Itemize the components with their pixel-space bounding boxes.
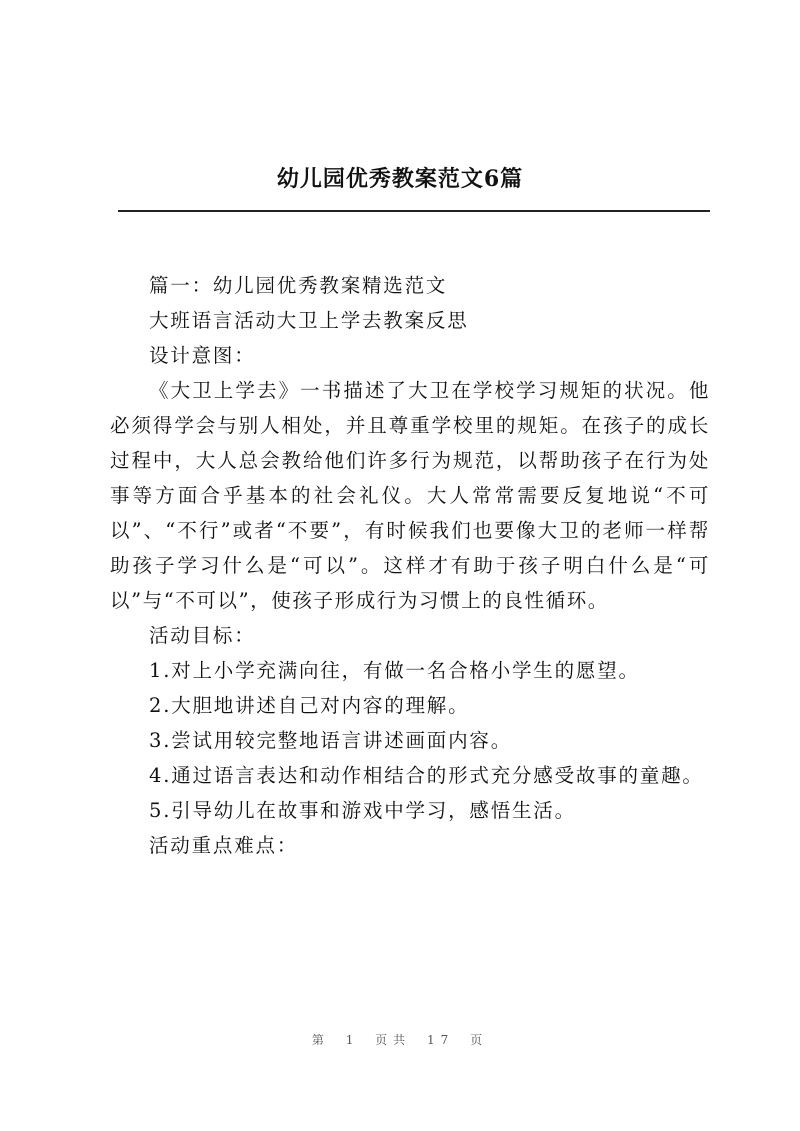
key-points-label: 活动重点难点： — [149, 834, 299, 857]
footer-middle: 页共 — [375, 1033, 412, 1047]
lesson-title: 大班语言活动大卫上学去教案反思 — [149, 309, 469, 332]
goal-item-3: 3.尝试用较完整地语言讲述画面内容。 — [149, 729, 513, 752]
page-footer — [0, 1031, 800, 1048]
section-heading: 篇一：幼儿园优秀教案精选范文 — [149, 274, 448, 297]
design-paragraph: 《大卫上学去》一书描述了大卫在学校学习规矩的状况。他必须得学会与别人相处，并且尊重学校里的规矩。在孩子的成长过程中，大人总会教给他们许多行为规范，以帮助孩子在行为处事等方面合乎基本的社会礼仪。大人常常需要反复地说“不可以”、“不行”或者“不要”，有时候我们也要像大卫的老师一样帮助孩子学习什么是“可以”。这样才有助于孩子明白什么是“可以”与“不可以”，使孩子形成行为习惯上的良性循环。 — [110, 379, 710, 612]
footer-total-pages: 17 — [427, 1033, 455, 1047]
document-body — [110, 268, 710, 863]
goals-label: 活动目标： — [149, 624, 256, 647]
footer-page-number: 1 — [345, 1033, 360, 1047]
goal-item-5: 5.引导幼儿在故事和游戏中学习，感悟生活。 — [149, 799, 576, 822]
goal-item-2: 2.大胆地讲述自己对内容的理解。 — [149, 694, 470, 717]
document-title: 幼儿园优秀教案范文6篇 — [276, 166, 524, 192]
footer-suffix: 页 — [470, 1033, 489, 1047]
footer-prefix: 第 — [311, 1033, 330, 1047]
design-intent-label: 设计意图： — [149, 344, 256, 367]
goal-item-1: 1.对上小学充满向往，有做一名合格小学生的愿望。 — [149, 659, 640, 682]
goal-item-4: 4.通过语言表达和动作相结合的形式充分感受故事的童趣。 — [149, 764, 704, 787]
title-underline — [118, 210, 710, 212]
